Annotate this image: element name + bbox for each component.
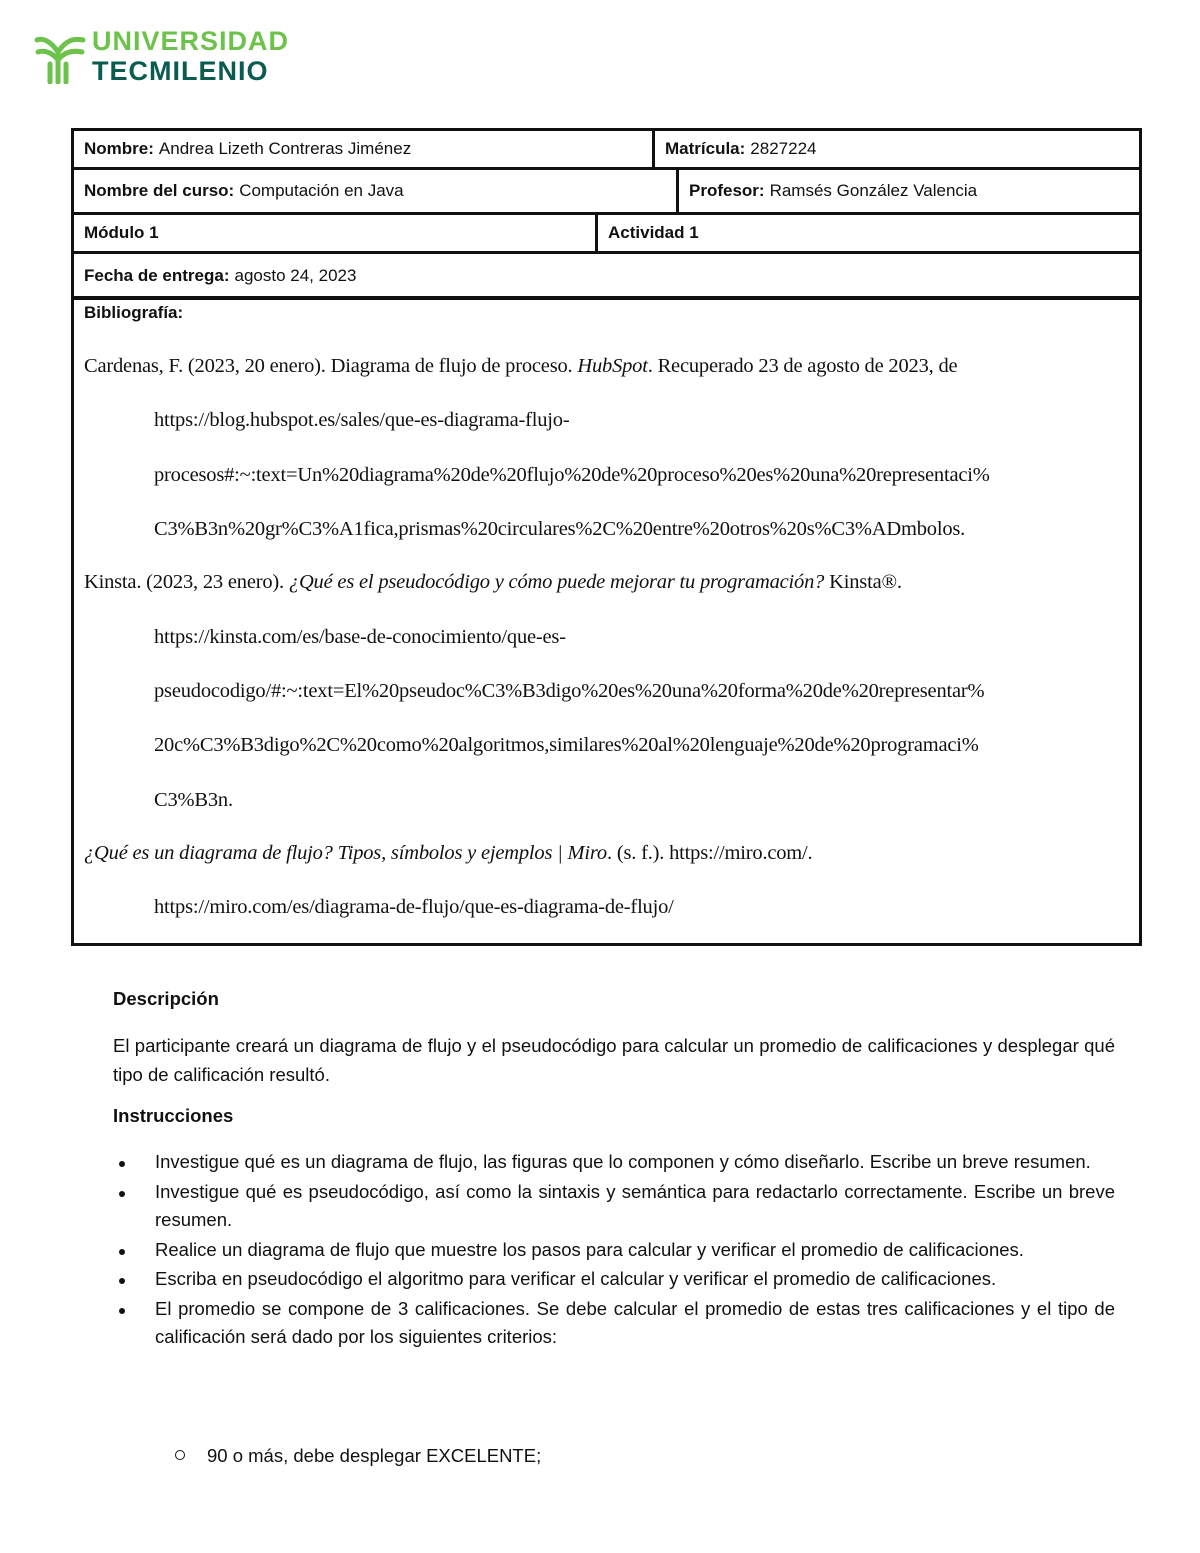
instrucciones-heading: Instrucciones	[113, 1105, 234, 1126]
bullet-icon	[119, 1308, 125, 1314]
curso-cell	[74, 170, 676, 212]
actividad-cell	[595, 215, 1139, 251]
info-row-module	[74, 215, 1139, 254]
info-row-date	[74, 254, 1139, 300]
university-logo	[34, 28, 289, 85]
ref2-link-line2[interactable]: pseudocodigo/#:~:text=El%20pseudoc%C3%B3digo%20es%20una%20forma%20de%20representar%	[154, 680, 985, 702]
fecha-label: Fecha de entrega:	[84, 265, 230, 285]
info-row-course	[74, 170, 1139, 215]
ref1-link-line1[interactable]: https://blog.hubspot.es/sales/que-es-diagrama-flujo-	[154, 409, 570, 431]
ref3-line1	[84, 842, 812, 865]
ref2-link-line3[interactable]: 20c%C3%B3digo%2C%20como%20algoritmos,similares%20al%20lenguaje%20de%20programaci%	[154, 734, 979, 756]
matricula-cell	[652, 131, 1139, 167]
bullet-icon	[119, 1249, 125, 1255]
ref2-line1	[84, 571, 902, 594]
nombre-cell	[74, 131, 652, 167]
list-item: Investigue qué es un diagrama de flujo, las figuras que lo componen y cómo diseñarlo. Escribe un breve resumen.	[113, 1148, 1115, 1177]
bibliography-title: Bibliografía:	[84, 303, 184, 322]
fecha-cell	[74, 254, 1139, 297]
ref1-retrieved: . Recuperado 23 de agosto de 2023, de	[647, 355, 958, 377]
info-row-name	[74, 131, 1139, 170]
student-info-table	[71, 128, 1142, 300]
curso-value: Computación en Java	[239, 181, 404, 200]
ref2-source: Kinsta®.	[824, 571, 902, 593]
logo-line-tecmilenio: TECMILENIO	[92, 56, 269, 86]
nombre-value: Andrea Lizeth Contreras Jiménez	[158, 139, 412, 158]
matricula-label: Matrícula:	[665, 139, 746, 158]
ref1-authors: Cardenas, F. (2023, 20 enero). Diagrama de flujo de proceso.	[84, 355, 578, 377]
modulo-value: Módulo 1	[84, 223, 159, 242]
logo-line-universidad: UNIVERSIDAD	[92, 26, 290, 56]
ref2-title: ¿Qué es el pseudocódigo y cómo puede mejorar tu programación?	[288, 571, 825, 593]
descripcion-heading: Descripción	[113, 988, 219, 1009]
curso-label: Nombre del curso:	[84, 181, 235, 200]
ref3-title: ¿Qué es un diagrama de flujo? Tipos, símbolos y ejemplos | Miro	[84, 842, 607, 864]
ref1-line1	[84, 355, 957, 378]
list-item: Realice un diagrama de flujo que muestre los pasos para calcular y verificar el promedio de calificaciones.	[113, 1236, 1115, 1265]
profesor-label: Profesor:	[689, 181, 765, 200]
bullet-icon	[119, 1191, 125, 1197]
ref2-link-line4[interactable]: C3%B3n.	[154, 789, 233, 811]
ref1-link-line3[interactable]: C3%B3n%20gr%C3%A1fica,prismas%20circulares%2C%20entre%20otros%20s%C3%ADmbolos.	[154, 518, 966, 540]
descripcion-text: El participante creará un diagrama de flujo y el pseudocódigo para calcular un promedio de calificaciones y desplegar qué tipo de calificación resultó.	[113, 1035, 1115, 1085]
bullet-icon	[119, 1161, 125, 1167]
ref3-link-line1[interactable]: https://miro.com/es/diagrama-de-flujo/que-es-diagrama-de-flujo/	[154, 896, 674, 918]
sub-list-item: 90 o más, debe desplegar EXCELENTE;	[175, 1442, 541, 1470]
ref3-source: . (s. f.). https://miro.com/.	[606, 842, 813, 864]
ref2-authors: Kinsta. (2023, 23 enero).	[84, 571, 289, 593]
fecha-value: agosto 24, 2023	[234, 265, 357, 285]
bibliography-box	[71, 296, 1142, 946]
matricula-value: 2827224	[750, 139, 817, 158]
list-item: El promedio se compone de 3 calificaciones. Se debe calcular el promedio de estas tres calificaciones y el tipo de calificación será dado por los siguientes criterios:	[113, 1295, 1115, 1352]
circle-bullet-icon	[175, 1450, 185, 1460]
modulo-cell	[74, 215, 595, 251]
ref1-link-line2[interactable]: procesos#:~:text=Un%20diagrama%20de%20flujo%20de%20proceso%20es%20una%20representaci%	[154, 464, 990, 486]
list-item: Escriba en pseudocódigo el algoritmo para verificar el calcular y verificar el promedio de calificaciones.	[113, 1265, 1115, 1294]
ref2-link-line1[interactable]: https://kinsta.com/es/base-de-conocimiento/que-es-	[154, 626, 566, 648]
bullet-icon	[119, 1278, 125, 1284]
list-item: Investigue qué es pseudocódigo, así como la sintaxis y semántica para redactarlo correctamente. Escribe un breve resumen.	[113, 1178, 1115, 1235]
actividad-value: Actividad 1	[608, 223, 699, 242]
profesor-value: Ramsés González Valencia	[769, 181, 978, 200]
profesor-cell	[676, 170, 1139, 212]
nombre-label: Nombre:	[84, 139, 154, 158]
tecmilenio-palm-icon	[34, 30, 86, 84]
ref1-source: HubSpot	[577, 355, 648, 377]
instrucciones-list	[113, 1148, 1115, 1353]
